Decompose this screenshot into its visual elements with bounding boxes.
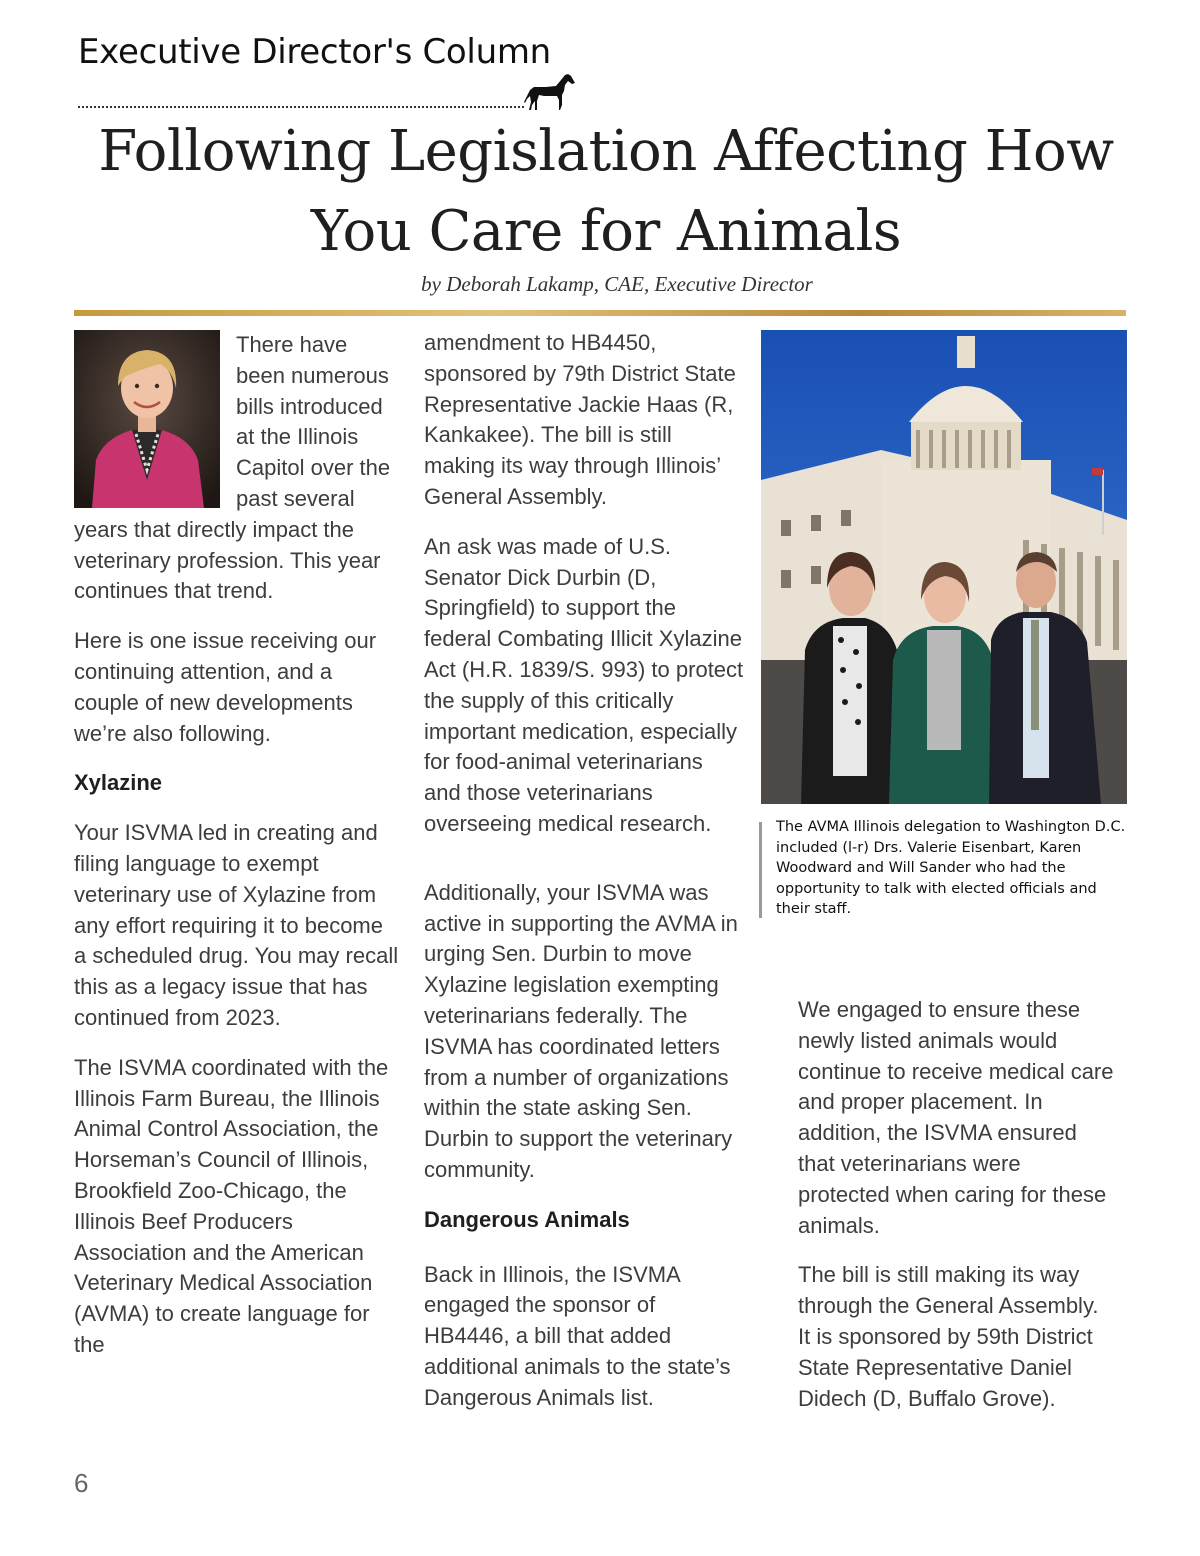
photo-caption: The AVMA Illinois delegation to Washington D.C. included (l-r) Drs. Valerie Eisenbart, Karen Woodward and Will Sander who had the opportunity to talk with elected officials and their staff. [776,819,1126,917]
paragraph: Your ISVMA led in creating and filing language to exempt veterinary use of Xylazine from any effort requiring it to become a scheduled drug. You may recall this as a legacy issue that has continued from 2023. [74,820,399,1030]
column-2 [424,328,744,1433]
horse-icon [524,72,576,112]
dotted-divider [78,106,524,108]
paragraph: We engaged to ensure these newly listed animals would continue to receive medical care and proper placement. In addition, the ISVMA ensured that veterinarians were protected when caring for these animals. [798,997,1114,1238]
paragraph: amendment to HB4450, sponsored by 79th District State Representative Jackie Haas (R, Kankakee). The bill is still making its way through Illinois’ General Assembly. [424,330,736,509]
gold-divider [74,310,1126,316]
article-title [60,112,1152,272]
caption-bar [759,822,762,918]
column-3 [798,995,1114,1433]
heading-xylazine: Xylazine [74,770,163,796]
paragraph: The ISVMA coordinated with the Illinois Farm Bureau, the Illinois Animal Control Association, the Horseman’s Council of Illinois, Brookfield Zoo-Chicago, the Illinois Beef Producers Association and the American Veterinary Medical Association (AVMA) to create language for the [74,1054,389,1357]
column-1 [74,330,400,1380]
paragraph: Back in Illinois, the ISVMA engaged the sponsor of HB4446, a bill that added additional animals to the state’s Dangerous Animals list. [424,1261,731,1410]
section-label: Executive Director's Column [78,32,551,72]
author-portrait [74,330,220,508]
title-line-2: You Care for Animals [310,199,902,264]
paragraph: Additionally, your ISVMA was active in supporting the AVMA in urging Sen. Durbin to move Xylazine legislation exempting veterinarians federally. The ISVMA has coordinated letters from a number of organizations within the state asking Sen. Durbin to support the veterinary community. [424,879,738,1182]
paragraph: Here is one issue receiving our continuing attention, and a couple of new developments we’re also following. [74,628,377,746]
page-number: 6 [74,1468,89,1498]
title-line-1: Following Legislation Affecting How [98,119,1114,184]
byline: by Deborah Lakamp, CAE, Executive Director [421,272,813,296]
paragraph: The bill is still making its way through the General Assembly. It is sponsored by 59th District State Representative Daniel Didech (D, Buffalo Grove). [798,1262,1099,1411]
capitol-photo [761,330,1127,804]
paragraph: There have been numerous bills introduced at the Illinois Capitol over the past several years that directly impact the veterinary profession. This year continues that trend. [74,332,391,604]
paragraph: An ask was made of U.S. Senator Dick Durbin (D, Springfield) to support the federal Combating Illicit Xylazine Act (H.R. 1839/S. 993) to protect the supply of this critically important medication, especially for food-animal veterinarians and those veterinarians overseeing medical research. [424,533,744,836]
heading-dangerous-animals: Dangerous Animals [424,1206,630,1232]
